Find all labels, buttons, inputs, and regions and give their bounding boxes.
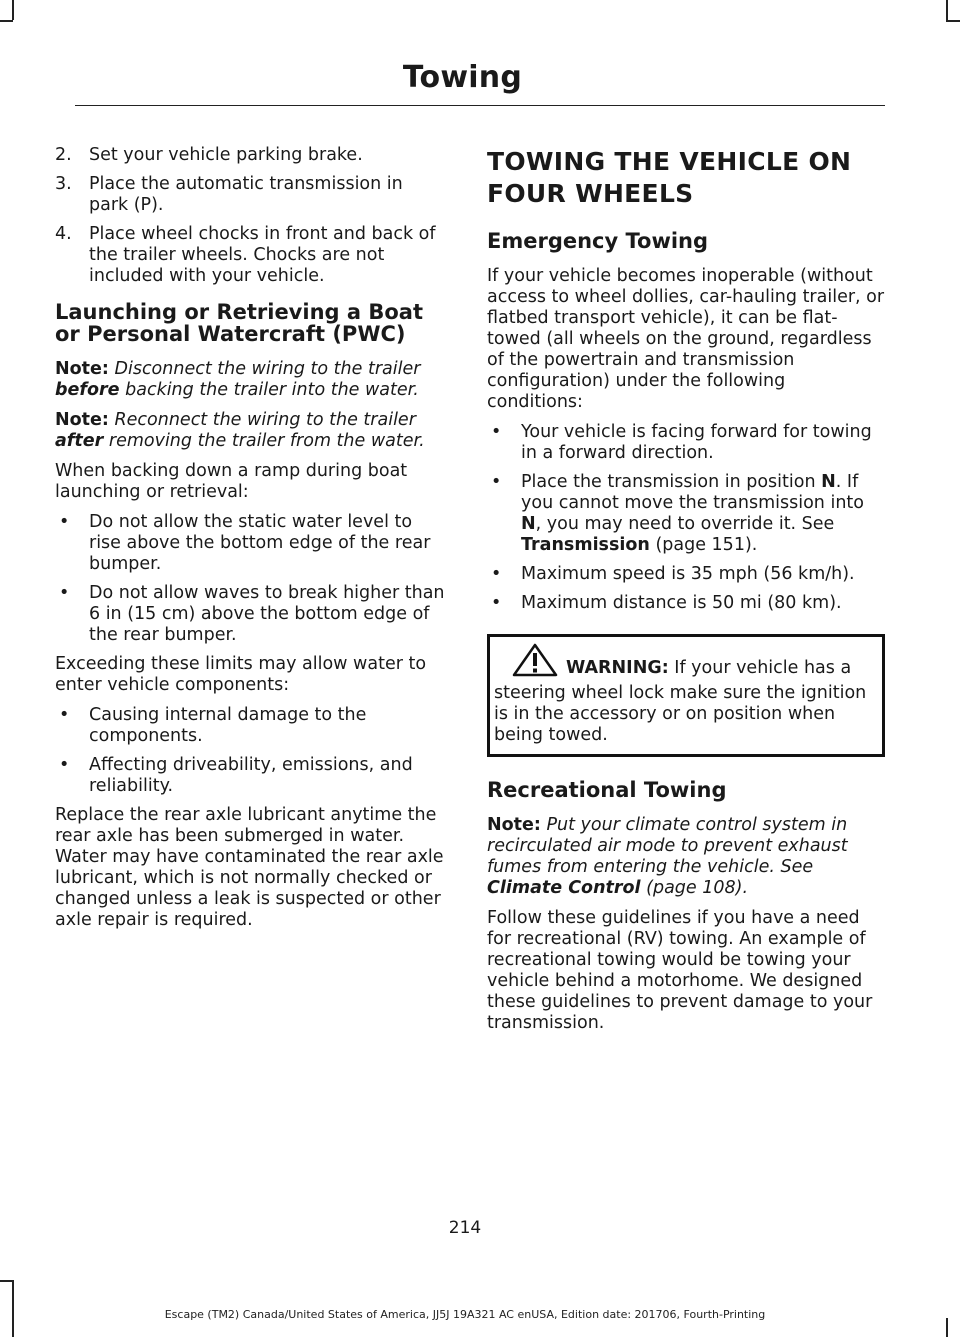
page-title: Towing xyxy=(402,60,522,95)
bullet: • xyxy=(59,583,70,603)
section-heading-towing-four-wheels: TOWING THE VEHICLE ON FOUR WHEELS xyxy=(487,147,852,208)
section-heading-launching: Launching or Retrieving a Boat or Personal Watercraft (PWC) xyxy=(55,300,423,346)
step-item: 3. Place the automatic transmission in park (P). xyxy=(55,174,403,215)
subheading-recreational-towing: Recreational Towing xyxy=(487,778,727,802)
note-climate-control: Note: Put your climate control system in recirculated air mode to prevent exhaust fumes from entering the vehicle. See Climate Control (page 108). xyxy=(487,815,848,898)
crop-mark-top-right-h xyxy=(946,20,960,22)
bullet: • xyxy=(59,705,70,725)
list-item: • Maximum distance is 50 mi (80 km). xyxy=(491,593,842,613)
bullet: • xyxy=(59,512,70,532)
climate-control-link[interactable]: Climate Control xyxy=(487,878,641,898)
crop-mark-top-right-v xyxy=(946,0,948,20)
exceed-intro: Exceeding these limits may allow water to enter vehicle components: xyxy=(55,654,427,695)
emergency-text: If your vehicle becomes inoperable (without access to wheel dollies, car-hauling trailer, or flatbed transport vehicle), it can be flat-towed (all wheels on the ground, regardless of the powertrain and transmission configuration) under the following conditions: xyxy=(487,266,885,412)
bullet: • xyxy=(59,755,70,775)
bullet: • xyxy=(491,564,502,584)
list-item: • Affecting driveability, emissions, and reliability. xyxy=(59,755,413,796)
list-item: • Place the transmission in position N. If you cannot move the transmission into N, you may need to override it. See Transmission (page 151). xyxy=(491,472,864,555)
edition-footer: Escape (TM2) Canada/United States of America, JJ5J 19A321 AC enUSA, Edition date: 201706, Fourth-Printing xyxy=(164,1308,766,1321)
bullet: • xyxy=(491,472,502,492)
note-reconnect: Note: Reconnect the wiring to the trailer after removing the trailer from the water. xyxy=(55,410,425,451)
step-item: 4. Place wheel chocks in front and back of the trailer wheels. Chocks are not included with your vehicle. xyxy=(55,224,436,286)
warning-triangle-icon xyxy=(512,643,558,683)
note-disconnect: Note: Disconnect the wiring to the trailer before backing the trailer into the water. xyxy=(55,359,421,400)
recreational-text: Follow these guidelines if you have a need for recreational (RV) towing. An example of recreational towing would be towing your vehicle behind a motorhome. We designed these guidelines to prevent damage to your transmission. xyxy=(487,908,873,1033)
list-item: • Do not allow waves to break higher than 6 in (15 cm) above the bottom edge of the rear bumper. xyxy=(59,583,445,645)
crop-mark-bottom-right-v xyxy=(946,1318,948,1337)
right-column xyxy=(487,145,885,1043)
ramp-intro: When backing down a ramp during boat launching or retrieval: xyxy=(55,461,408,502)
crop-mark-bottom-left-h xyxy=(0,1280,13,1282)
replace-lubricant-text: Replace the rear axle lubricant anytime the rear axle has been submerged in water. Water may have contaminated the rear axle lubricant, which is not normally checked or changed unless a leak is suspected or other axle repair is required. xyxy=(55,805,444,930)
page-number: 214 xyxy=(448,1218,482,1238)
transmission-link[interactable]: Transmission xyxy=(521,535,650,555)
warning-text: If your vehicle has a steering wheel lock make sure the ignition is in the accessory or on position when being towed. xyxy=(494,658,867,745)
left-column xyxy=(55,145,447,940)
header-rule xyxy=(75,105,885,106)
subheading-emergency-towing: Emergency Towing xyxy=(487,229,709,253)
bullet: • xyxy=(491,593,502,613)
list-item: • Maximum speed is 35 mph (56 km/h). xyxy=(491,564,855,584)
list-item: • Your vehicle is facing forward for towing in a forward direction. xyxy=(491,422,872,463)
bullet: • xyxy=(491,422,502,442)
warning-box xyxy=(487,634,885,757)
list-item: • Causing internal damage to the components. xyxy=(59,705,367,746)
step-item: 2. Set your vehicle parking brake. xyxy=(55,145,363,165)
crop-mark-top-left-h xyxy=(0,20,13,22)
list-item: • Do not allow the static water level to rise above the bottom edge of the rear bumper. xyxy=(59,512,431,574)
warning-label: WARNING: xyxy=(566,658,669,678)
crop-mark-top-left-v xyxy=(12,0,14,20)
